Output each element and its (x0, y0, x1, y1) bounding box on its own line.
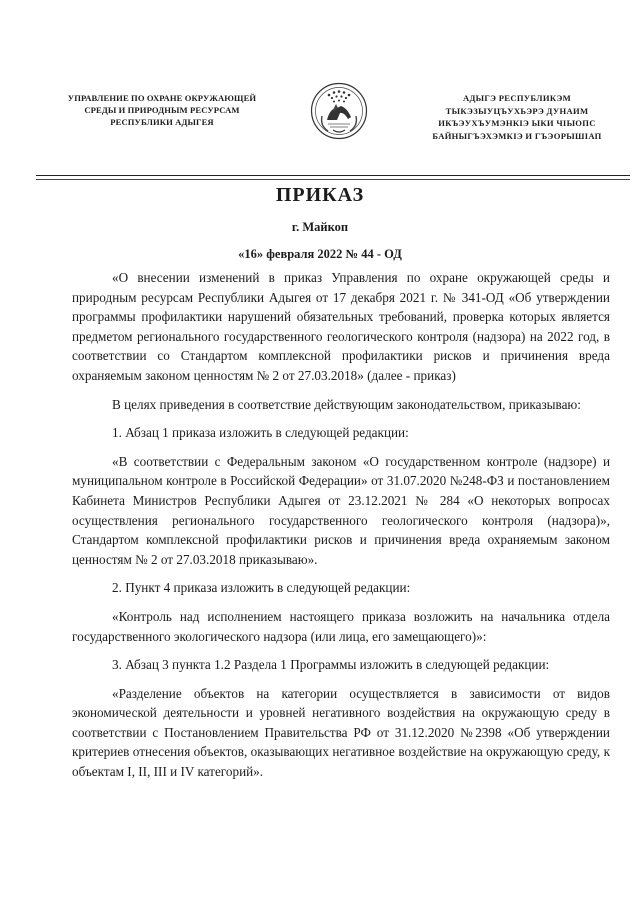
body-paragraph: «Разделение объектов на категории осуществляется в зависимости от видов экономической деятельности и уровней негативного воздействия на окружающую среду в соответствии с Постановлением Правительства РФ от 31.12.2020 №2398 «Об утверждении критериев отнесения объектов, оказывающих негативное воздействие на окружающую среду, к объектам I, II, III и IV категорий». (72, 685, 610, 780)
issuer-line: СРЕДЫ И ПРИРОДНЫМ РЕСУРСАМ (84, 105, 240, 115)
issuer-name-russian (40, 92, 284, 128)
body-paragraph: 2. Пункт 4 приказа изложить в следующей редакции: (112, 580, 411, 596)
document-title: ПРИКАЗ (275, 184, 365, 206)
coat-of-arms-emblem (310, 82, 368, 140)
body-paragraph: «Контроль над исполнением настоящего приказа возложить на начальника отдела государственного экологического надзора (или лица, его замещающего)»: (72, 608, 610, 644)
header-divider-thick (36, 175, 630, 176)
document-city: г. Майкоп (291, 220, 349, 234)
issuer-line: УПРАВЛЕНИЕ ПО ОХРАНЕ ОКРУЖАЮЩЕЙ (67, 93, 257, 103)
document-body (72, 268, 610, 791)
issuer-line: ТЫКЭЗЫУЦЪУХЬЭРЭ ДУНАИМ (445, 105, 589, 116)
issuer-line: РЕСПУБЛИКИ АДЫГЕЯ (110, 117, 214, 127)
body-paragraph: В целях приведения в соответствие действующим законодательством, приказываю: (112, 396, 581, 412)
header-divider-thin (36, 179, 630, 180)
body-paragraph: «О внесении изменений в приказ Управления по охране окружающей среды и природным ресурсам Республики Адыгея от 17 декабря 2021 г. № 341-ОД «Об утверждении программы профилактики нарушений обязательных требований, проверка которых является предметом регионального государственного геологического контроля (надзора) на 2022 год, в соответствии со Стандартом комплексной профилактики рисков и причинения вреда охраняемым законом ценностям № 2 от 27.03.2018» (далее - приказ) (72, 270, 610, 383)
document-date-number: «16» февраля 2022 № 44 - ОД (238, 247, 402, 261)
issuer-line: АДЫГЭ РЕСПУБЛИКЭМ (462, 93, 572, 103)
body-paragraph: «В соответствии с Федеральным законом «О государственном контроле (надзоре) и муниципальном контроле в Российской Федерации» от 31.07.2020 №248-ФЗ и постановлением Кабинета Министров Республики Адыгея от 23.12.2021 № 284 «О некоторых вопросах осуществления регионального государственного геологического контроля (надзора)», Стандартом комплексной профилактики рисков и причинения вреда охраняемым законом ценностям № 2 от 27.03.2018 приказываю». (72, 453, 610, 567)
issuer-name-adyghe (404, 92, 630, 142)
issuer-line: ИКЪЭУХЪУМЭНКIЭ ЫКИ ЧIЫОПС (438, 118, 596, 128)
body-paragraph: 3. Абзац 3 пункта 1.2 Раздела 1 Программы изложить в следующей редакции: (112, 657, 550, 673)
issuer-line: БАЙНЫГЪЭХЭМКIЭ И ГЪЭОРЫШIАП (432, 130, 602, 141)
body-paragraph: 1. Абзац 1 приказа изложить в следующей редакции: (112, 425, 409, 441)
